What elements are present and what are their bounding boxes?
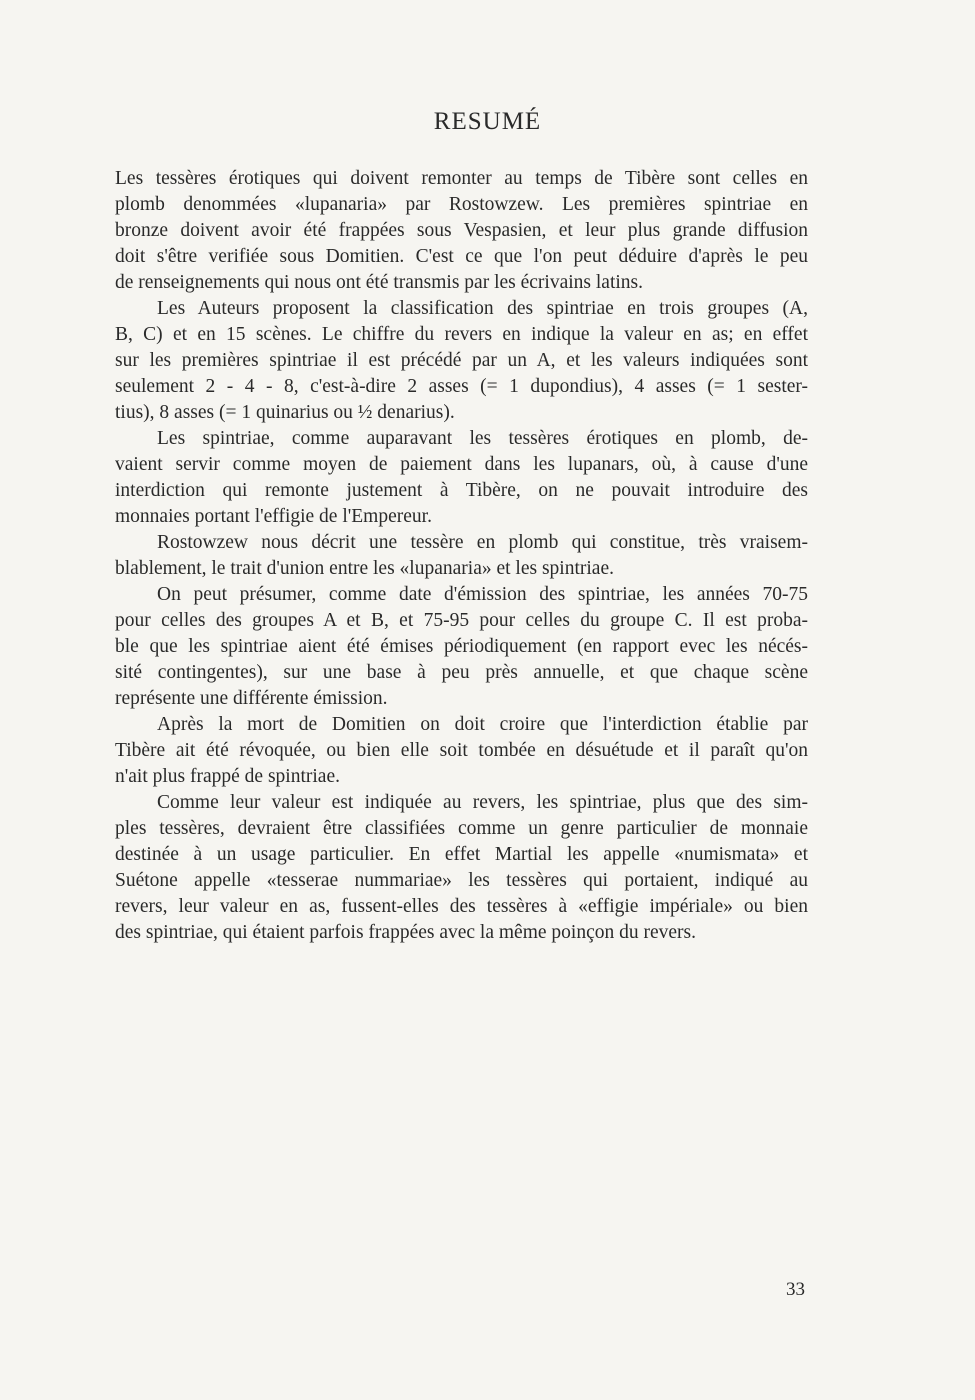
text-line: sur les premières spintriae il est précédé par un A, et les valeurs indiquées sont [115,350,808,371]
text-line: représente une différente émission. [115,688,388,709]
paragraph [115,790,808,946]
text-line: Rostowzew nous décrit une tessère en plomb qui constitue, très vraisem- [157,532,808,553]
text-line: seulement 2 - 4 - 8, c'est-à-dire 2 asses (= 1 dupondius), 4 asses (= 1 sester- [115,376,808,397]
paragraph [115,582,808,712]
text-line: Tibère ait été révoquée, ou bien elle soit tombée en désuétude et il paraît qu'on [115,740,808,761]
text-line: bronze doivent avoir été frappées sous Vespasien, et leur plus grande diffusion [115,220,808,241]
text-line: sité contingentes), sur une base à peu près annuelle, et que chaque scène [115,662,808,683]
text-line: plomb denommées «lupanaria» par Rostowzew. Les premières spintriae en [115,194,808,215]
paragraph [115,296,808,426]
text-line: monnaies portant l'effigie de l'Empereur. [115,506,432,527]
text-line: destinée à un usage particulier. En effet Martial les appelle «numismata» et [115,844,808,865]
text-line: Après la mort de Domitien on doit croire que l'interdiction établie par [157,714,808,735]
text-line: Les Auteurs proposent la classification des spintriae en trois groupes (A, [157,298,808,319]
resume-body [115,166,808,946]
text-line: n'ait plus frappé de spintriae. [115,766,340,787]
text-line: doit s'être verifiée sous Domitien. C'est ce que l'on peut déduire d'après le peu [115,246,808,267]
text-line: revers, leur valeur en as, fussent-elles des tessères à «effigie impériale» ou bien [115,896,808,917]
text-line: Les spintriae, comme auparavant les tessères érotiques en plomb, de- [157,428,808,449]
text-line: B, C) et en 15 scènes. Le chiffre du revers en indique la valeur en as; en effet [115,324,808,345]
text-line: pour celles des groupes A et B, et 75-95 pour celles du groupe C. Il est proba- [115,610,808,631]
text-line: Suétone appelle «tesserae nummariae» les tessères qui portaient, indiqué au [115,870,808,891]
paragraph [115,166,808,296]
text-line: ble que les spintriae aient été émises périodiquement (en rapport evec les nécés- [115,636,808,657]
text-line: interdiction qui remonte justement à Tibère, on ne pouvait introduire des [115,480,808,501]
text-line: ples tessères, devraient être classifiées comme un genre particulier de monnaie [115,818,808,839]
text-line: de renseignements qui nous ont été transmis par les écrivains latins. [115,272,643,293]
page-number: 33 [786,1279,805,1300]
text-line: On peut présumer, comme date d'émission des spintriae, les années 70-75 [157,584,808,605]
text-line: Les tessères érotiques qui doivent remonter au temps de Tibère sont celles en [115,168,808,189]
text-line: blablement, le trait d'union entre les «lupanaria» et les spintriae. [115,558,614,579]
text-line: Comme leur valeur est indiquée au revers, les spintriae, plus que des sim- [157,792,808,813]
text-line: des spintriae, qui étaient parfois frappées avec la même poinçon du revers. [115,922,696,943]
paragraph [115,712,808,790]
page-title: RESUMÉ [433,108,542,135]
text-line: tius), 8 asses (= 1 quinarius ou ½ denarius). [115,402,455,423]
paragraph [115,530,808,582]
paragraph [115,426,808,530]
text-line: vaient servir comme moyen de paiement dans les lupanars, où, à cause d'une [115,454,808,475]
